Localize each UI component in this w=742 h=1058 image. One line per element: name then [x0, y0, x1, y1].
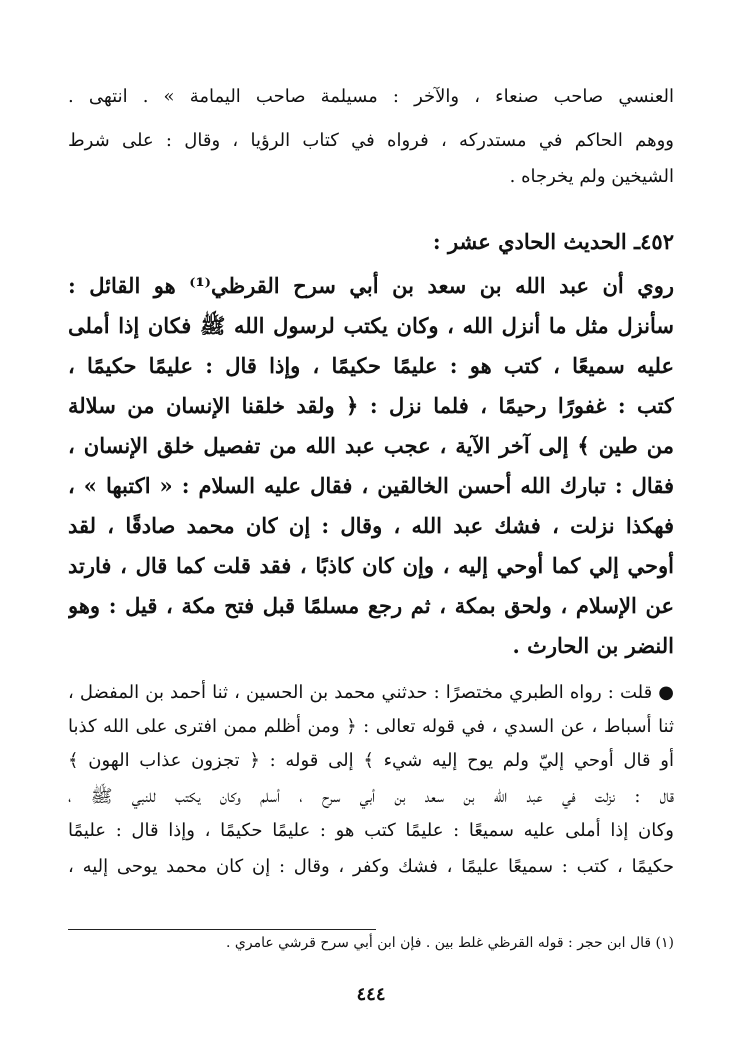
hadith-line-2: سأنزل مثل ما أنزل الله ، وكان يكتب لرسول الله ﷺ فكان إذا أملى — [68, 313, 674, 338]
commentary-line-6: حكيمًا ، كتب : سميعًا عليمًا ، فشك وكفر ، وقال : إن كان محمد يوحى إليه ، — [68, 856, 674, 877]
commentary-line-3: أو قال أوحي إليّ ولم يوح إليه شيء ﴾ إلى قوله : ﴿ تجزون عذاب الهون ﴾ — [68, 750, 674, 771]
hadith-line-4: كتب : غفورًا رحيمًا ، فلما نزل : ﴿ ولقد خلقنا الإنسان من سلالة — [68, 393, 674, 418]
intro-line-2: ووهم الحاكم في مستدركه ، فرواه في كتاب الرؤيا ، وقال : على شرط — [68, 130, 674, 151]
footnote: (١) قال ابن حجر : قوله القرظي غلط بين . فإن ابن أبي سرح قرشي عامري . — [225, 935, 674, 951]
intro-line-1: العنسي صاحب صنعاء ، والآخر : مسيلمة صاحب اليمامة » . انتهى . — [68, 86, 674, 107]
hadith-line-9: عن الإسلام ، ولحق بمكة ، ثم رجع مسلمًا قبل فتح مكة ، قيل : وهو — [68, 593, 674, 618]
hadith-line-6: فقال : تبارك الله أحسن الخالقين ، فقال عليه السلام : « اكتبها » ، — [68, 473, 674, 498]
hadith-heading: ٤٥٢ـ الحديث الحادي عشر : — [432, 229, 674, 254]
hadith-line-8: أوحي إلي كما أوحي إليه ، وإن كان كاذبًا ، فقد قلت كما قال ، فارتد — [68, 553, 674, 578]
commentary-line-1: ● قلت : رواه الطبري مختصرًا : حدثني محمد بن الحسين ، ثنا أحمد بن المفضل ، — [68, 682, 674, 703]
hadith-line-3: عليه سميعًا ، كتب هو : عليمًا حكيمًا ، وإذا قال : عليمًا حكيمًا ، — [68, 353, 674, 378]
commentary-line-2: ثنا أسباط ، عن السدي ، في قوله تعالى : ﴿ ومن أظلم ممن افترى على الله كذبا — [68, 716, 674, 737]
commentary-line-4: قال : نزلت في عبد الله بن سعد بن أبي سرح ، أسلم وكان يكتب للنبي ﷺ ، — [68, 786, 674, 807]
hadith-line-10: النضر بن الحارث . — [512, 633, 674, 658]
page-number: ٤٤٤ — [356, 984, 386, 1005]
intro-line-3: الشيخين ولم يخرجاه . — [509, 166, 674, 187]
hadith-line-1: روي أن عبد الله بن سعد بن أبي سرح القرظي⁽¹⁾ هو القائل : — [68, 273, 674, 298]
commentary-line-5: وكان إذا أملى عليه سميعًا : عليمًا كتب هو : عليمًا حكيمًا ، وإذا قال : عليمًا — [68, 820, 674, 841]
hadith-line-5: من طين ﴾ إلى آخر الآية ، عجب عبد الله من تفصيل خلق الإنسان ، — [68, 433, 674, 458]
hadith-line-7: فهكذا نزلت ، فشك عبد الله ، وقال : إن كان محمد صادقًا ، لقد — [68, 513, 674, 538]
